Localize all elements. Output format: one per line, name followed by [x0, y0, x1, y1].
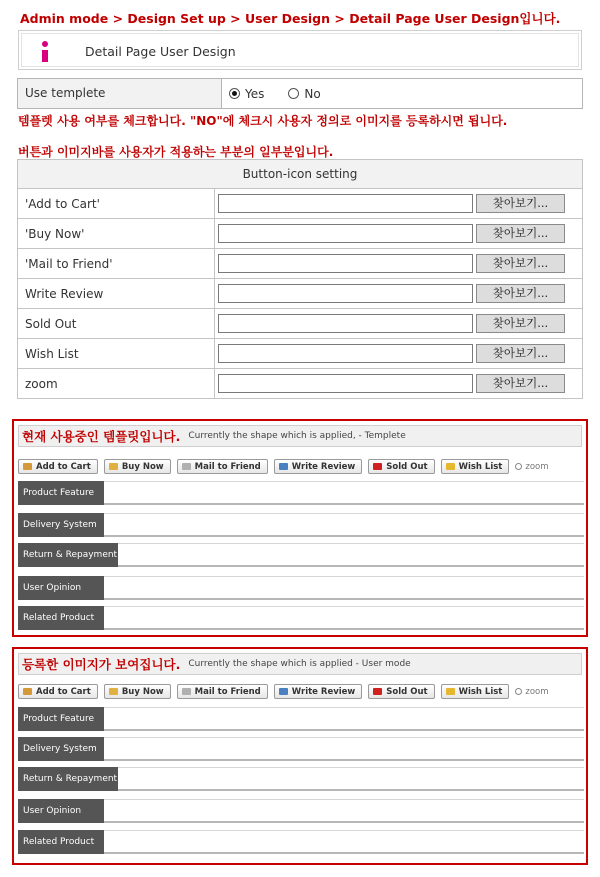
button-setting-label: 'Add to Cart' — [18, 189, 215, 219]
detail-tab-row — [18, 767, 584, 793]
mail-to-friend-button[interactable] — [177, 684, 268, 699]
detail-tab-row — [18, 543, 584, 569]
button-setting-row — [18, 309, 583, 339]
button-setting-label: Wish List — [18, 339, 215, 369]
breadcrumb: Admin mode > Design Set up > User Design > Detail Page User Design입니다. — [20, 11, 561, 26]
file-path-input[interactable] — [218, 314, 473, 333]
action-button-label: Add to Cart — [36, 686, 91, 697]
template-no-option[interactable] — [288, 87, 320, 101]
pencil-icon — [279, 463, 288, 470]
detail-tab-row — [18, 606, 584, 632]
folder-icon — [446, 463, 455, 470]
file-path-input[interactable] — [218, 224, 473, 243]
button-setting-label: 'Buy Now' — [18, 219, 215, 249]
template-setting-row — [17, 78, 583, 109]
magnifier-icon — [515, 688, 522, 695]
mail-to-friend-button[interactable] — [177, 459, 268, 474]
cart-icon — [23, 463, 32, 470]
action-button-label: Buy Now — [121, 686, 164, 697]
zoom-link[interactable] — [515, 462, 548, 472]
template-note: 템플렛 사용 여부를 체크합니다. "NO"에 체크시 사용자 정의로 이미지를 등록하시면 됩니다. — [18, 114, 508, 128]
template-no-radio[interactable] — [288, 88, 299, 99]
user-preview-title: 등록한 이미지가 보여집니다. — [22, 657, 181, 672]
browse-button[interactable]: 찾아보기... — [476, 284, 565, 303]
button-setting-row — [18, 249, 583, 279]
detail-tab-row — [18, 737, 584, 763]
info-icon — [41, 41, 49, 63]
pencil-icon — [279, 688, 288, 695]
sold-out-icon — [373, 688, 382, 695]
template-yes-radio[interactable] — [229, 88, 240, 99]
user-preview-box — [12, 647, 588, 865]
action-button-label: Mail to Friend — [194, 686, 261, 697]
template-yes-option[interactable] — [229, 87, 264, 101]
action-button-label: Write Review — [291, 461, 356, 472]
action-button-label: Write Review — [291, 686, 356, 697]
action-button-label: Sold Out — [386, 461, 428, 472]
tab-delivery-system[interactable]: Delivery System — [18, 513, 104, 537]
button-setting-label: 'Mail to Friend' — [18, 249, 215, 279]
zoom-link[interactable] — [515, 687, 548, 697]
detail-tab-row — [18, 481, 584, 507]
button-setting-row — [18, 369, 583, 399]
sold-out-icon — [373, 463, 382, 470]
wish-list-button[interactable] — [441, 459, 510, 474]
file-path-input[interactable] — [218, 344, 473, 363]
template-yes-label: Yes — [245, 86, 265, 101]
product-action-bar — [18, 459, 549, 474]
file-path-input[interactable] — [218, 254, 473, 273]
button-icon-table — [17, 159, 583, 399]
template-no-label: No — [304, 86, 321, 101]
sold-out-button[interactable] — [368, 684, 434, 699]
cart-icon — [23, 688, 32, 695]
action-button-label: Wish List — [458, 686, 503, 697]
button-setting-row — [18, 219, 583, 249]
card-icon — [109, 463, 118, 470]
tab-product-feature[interactable]: Product Feature — [18, 481, 104, 505]
card-icon — [109, 688, 118, 695]
tab-related-product[interactable]: Related Product — [18, 830, 104, 854]
file-path-input[interactable] — [218, 374, 473, 393]
tab-delivery-system[interactable]: Delivery System — [18, 737, 104, 761]
action-button-label: Buy Now — [121, 461, 164, 472]
browse-button[interactable]: 찾아보기... — [476, 314, 565, 333]
mail-icon — [182, 688, 191, 695]
folder-icon — [446, 688, 455, 695]
product-action-bar — [18, 684, 549, 699]
button-setting-label: Write Review — [18, 279, 215, 309]
detail-tab-row — [18, 799, 584, 825]
button-setting-row — [18, 339, 583, 369]
sold-out-button[interactable] — [368, 459, 434, 474]
add-to-cart-button[interactable] — [18, 684, 98, 699]
tab-related-product[interactable]: Related Product — [18, 606, 104, 630]
action-button-label: Sold Out — [386, 686, 428, 697]
buy-now-button[interactable] — [104, 684, 171, 699]
user-preview-subtitle: Currently the shape which is applied - User mode — [188, 659, 411, 669]
detail-tab-row — [18, 513, 584, 539]
detail-tab-row — [18, 576, 584, 602]
button-setting-label: Sold Out — [18, 309, 215, 339]
zoom-label: zoom — [525, 461, 549, 472]
file-path-input[interactable] — [218, 194, 473, 213]
page-title: Detail Page User Design — [85, 44, 236, 59]
file-path-input[interactable] — [218, 284, 473, 303]
add-to-cart-button[interactable] — [18, 459, 98, 474]
button-setting-row — [18, 189, 583, 219]
tab-return-repayment[interactable]: Return & Repayment — [18, 543, 118, 567]
browse-button[interactable]: 찾아보기... — [476, 194, 565, 213]
tab-return-repayment[interactable]: Return & Repayment — [18, 767, 118, 791]
button-table-header: Button-icon setting — [18, 160, 583, 189]
template-label: Use templete — [18, 79, 222, 108]
write-review-button[interactable] — [274, 459, 363, 474]
browse-button[interactable]: 찾아보기... — [476, 224, 565, 243]
tab-user-opinion[interactable]: User Opinion — [18, 576, 104, 600]
detail-tab-row — [18, 707, 584, 733]
wish-list-button[interactable] — [441, 684, 510, 699]
button-note: 버튼과 이미지바를 사용자가 적용하는 부분의 일부분입니다. — [18, 145, 334, 159]
zoom-label: zoom — [525, 686, 549, 697]
browse-button[interactable]: 찾아보기... — [476, 374, 565, 393]
button-setting-label: zoom — [18, 369, 215, 399]
button-setting-row — [18, 279, 583, 309]
action-button-label: Add to Cart — [36, 461, 91, 472]
browse-button[interactable]: 찾아보기... — [476, 344, 565, 363]
magnifier-icon — [515, 463, 522, 470]
action-button-label: Wish List — [458, 461, 503, 472]
mail-icon — [182, 463, 191, 470]
template-preview-header — [18, 425, 582, 447]
tab-product-feature[interactable]: Product Feature — [18, 707, 104, 731]
page-title-box — [18, 30, 582, 70]
detail-tab-row — [18, 830, 584, 856]
tab-user-opinion[interactable]: User Opinion — [18, 799, 104, 823]
user-preview-header — [18, 653, 582, 675]
template-preview-box — [12, 419, 588, 637]
write-review-button[interactable] — [274, 684, 363, 699]
template-preview-title: 현재 사용중인 템플릿입니다. — [22, 429, 181, 444]
buy-now-button[interactable] — [104, 459, 171, 474]
action-button-label: Mail to Friend — [194, 461, 261, 472]
browse-button[interactable]: 찾아보기... — [476, 254, 565, 273]
template-preview-subtitle: Currently the shape which is applied, - Templete — [188, 431, 406, 441]
